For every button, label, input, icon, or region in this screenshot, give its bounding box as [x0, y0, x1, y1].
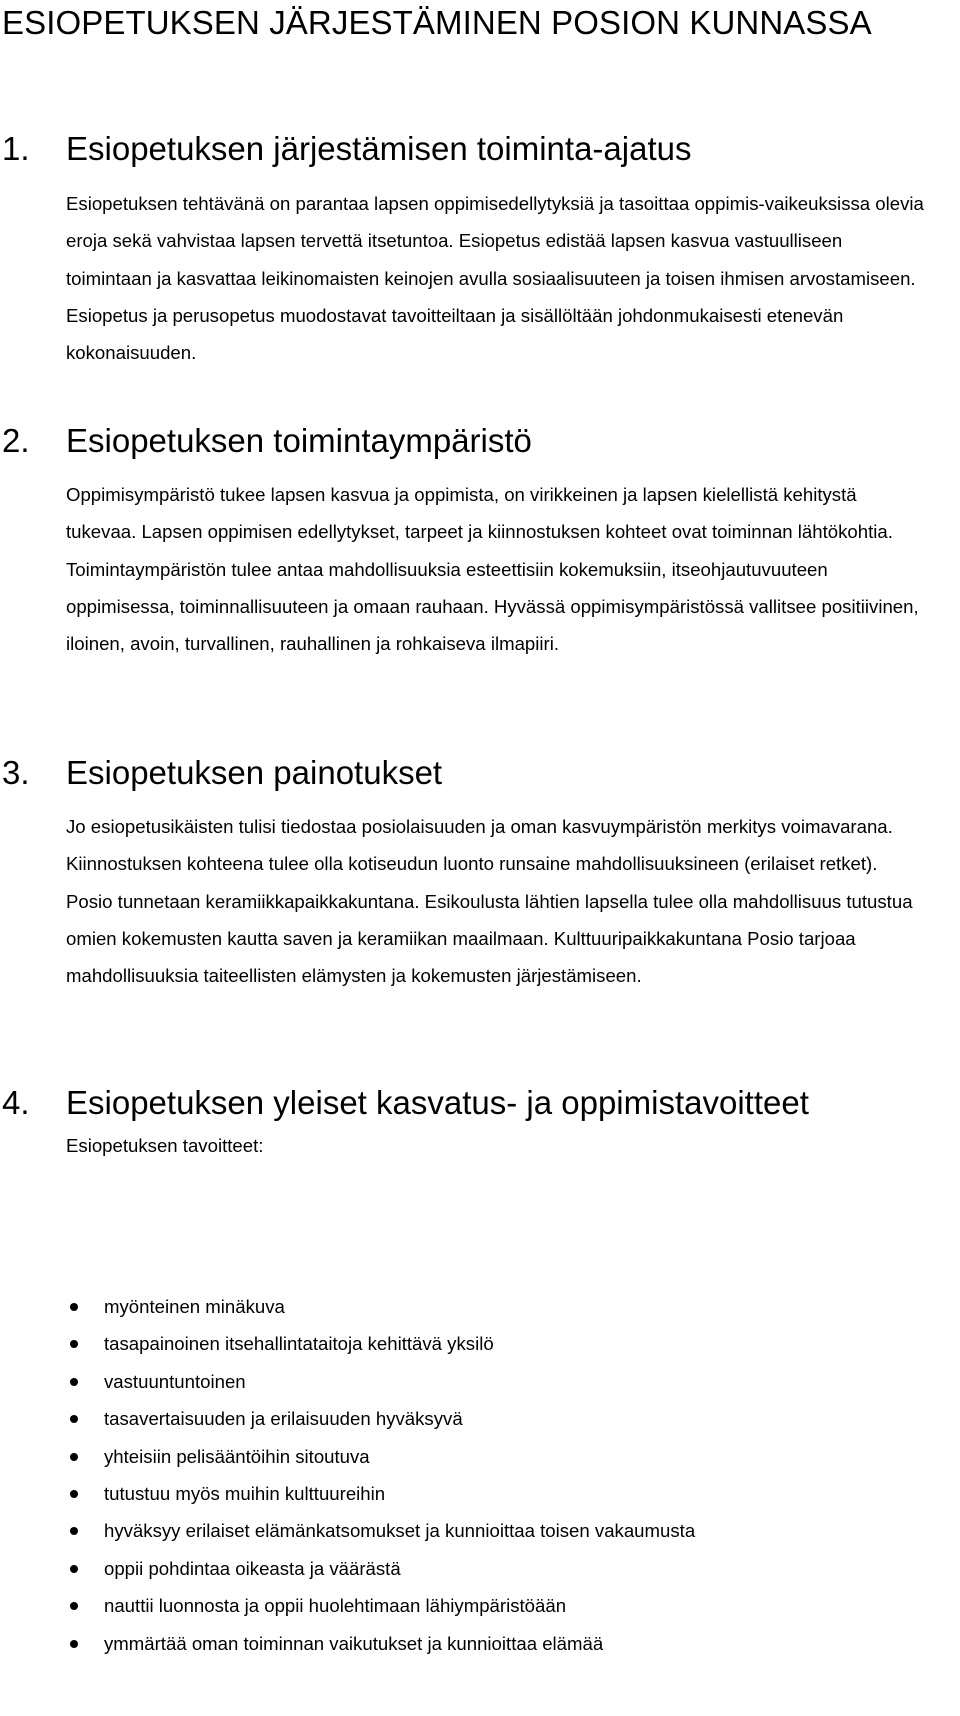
section-title: Esiopetuksen järjestämisen toiminta-ajatus	[66, 130, 692, 167]
section-number: 3.	[2, 754, 30, 791]
list-item	[0, 1438, 960, 1475]
bullet-icon	[70, 1602, 78, 1610]
list-item	[0, 1625, 960, 1662]
list-item	[0, 1550, 960, 1587]
list-item-text: tutustuu myös muihin kulttuureihin	[104, 1482, 386, 1504]
bullet-icon	[70, 1415, 78, 1423]
section-intro: Esiopetuksen tavoitteet:	[66, 1135, 264, 1156]
bullet-icon	[70, 1453, 78, 1461]
list-item	[0, 1512, 960, 1549]
section-body: Jo esiopetusikäisten tulisi tiedostaa posiolaisuuden ja oman kasvuympäristön merkitys voimavarana. Kiinnostuksen kohteena tulee olla kotiseudun luonto runsaine mahdollisuuksineen (erilaiset retket). Posio tunnetaan keramiikkapaikkakuntana. Esikoulusta lähtien lapsella tulee olla mahdollisuus tutustua omien kokemusten kautta saven ja keramiikan maailmaan. Kulttuuripaikkakuntana Posio tarjoaa mahdollisuuksia taiteellisten elämysten ja kokemusten järjestämiseen.	[66, 816, 913, 987]
list-item	[0, 1587, 960, 1624]
list-item	[0, 1400, 960, 1437]
bullet-icon	[70, 1640, 78, 1648]
section-title: Esiopetuksen painotukset	[66, 754, 443, 791]
list-item-text: vastuuntuntoinen	[104, 1370, 246, 1392]
section-body: Oppimisympäristö tukee lapsen kasvua ja oppimista, on virikkeinen ja lapsen kielellistä kehitystä tukevaa. Lapsen oppimisen edellytykset, tarpeet ja kiinnostuksen kohteet ovat toiminnan lähtökohtia. Toimintaympäristön tulee antaa mahdollisuuksia esteettisiin kokemuksiin, itseohjautuvuuteen oppimisessa, toiminnallisuuteen ja omaan rauhaan. Hyvässä oppimisympäristössä vallitsee positiivinen, iloinen, avoin, turvallinen, rauhallinen ja rohkaiseva ilmapiiri.	[66, 484, 919, 655]
list-item-text: ymmärtää oman toiminnan vaikutukset ja kunnioittaa elämää	[104, 1632, 604, 1654]
section-title: Esiopetuksen toimintaympäristö	[66, 422, 532, 459]
list-item	[0, 1288, 960, 1325]
list-item-text: nauttii luonnosta ja oppii huolehtimaan lähiympäristöään	[104, 1595, 567, 1617]
bullet-icon	[70, 1527, 78, 1535]
list-item-text: myönteinen minäkuva	[104, 1296, 285, 1317]
section-body: Esiopetuksen tehtävänä on parantaa lapsen oppimisedellytyksiä ja tasoittaa oppimis-vaikeuksissa olevia eroja sekä vahvistaa lapsen tervettä itsetuntoa. Esiopetus edistää lapsen kasvua vastuulliseen toimintaan ja kasvattaa leikinomaisten keinojen avulla sosiaalisuuteen ja toisen ihmisen arvostamiseen. Esiopetus ja perusopetus muodostavat tavoitteiltaan ja sisällöltään johdonmukaisesti etenevän kokonaisuuden.	[66, 193, 924, 364]
list-item	[0, 1475, 960, 1512]
section-number: 1.	[2, 130, 30, 167]
list-item-text: tasapainoinen itsehallintataitoja kehittävä yksilö	[104, 1333, 494, 1355]
goals-list	[0, 1288, 960, 1662]
document-title: ESIOPETUKSEN JÄRJESTÄMINEN POSION KUNNASSA	[2, 4, 872, 41]
list-item-text: tasavertaisuuden ja erilaisuuden hyväksyvä	[104, 1408, 463, 1430]
section-title: Esiopetuksen yleiset kasvatus- ja oppimistavoitteet	[66, 1084, 809, 1121]
bullet-icon	[70, 1303, 78, 1311]
section-number: 4.	[2, 1084, 30, 1121]
list-item	[0, 1325, 960, 1362]
list-item-text: hyväksyy erilaiset elämänkatsomukset ja kunnioittaa toisen vakaumusta	[104, 1520, 696, 1542]
list-item	[0, 1363, 960, 1400]
list-item-text: oppii pohdintaa oikeasta ja väärästä	[104, 1557, 401, 1579]
bullet-icon	[70, 1378, 78, 1386]
section-number: 2.	[2, 422, 30, 459]
bullet-icon	[70, 1340, 78, 1348]
list-item-text: yhteisiin pelisääntöihin sitoutuva	[104, 1445, 370, 1467]
bullet-icon	[70, 1490, 78, 1498]
bullet-icon	[70, 1565, 78, 1573]
